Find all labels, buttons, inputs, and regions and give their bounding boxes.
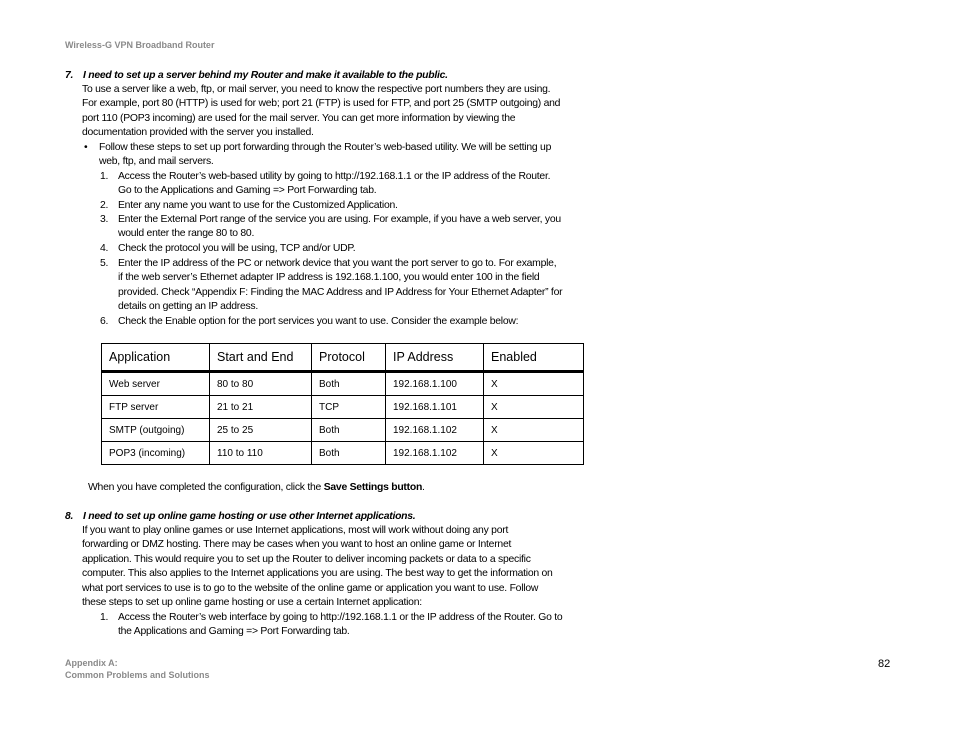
save-settings-instruction (88, 481, 425, 495)
q7-bullet-text (99, 141, 589, 170)
step-text (118, 242, 590, 256)
q8-intro-line: these steps to set up online game hosting or use a certain Internet application: (82, 597, 422, 609)
step-number: 5. (100, 258, 109, 269)
table-cell: X (484, 419, 584, 442)
step-line: Enter any name you want to use for the Customized Application. (118, 200, 398, 211)
table-cell: X (484, 442, 584, 465)
table-cell: 25 to 25 (210, 419, 312, 442)
step-line: Enter the IP address of the PC or network device that you want the port server to go to. For example, (118, 258, 557, 269)
step-number: 6. (100, 316, 109, 327)
table-cell: Both (312, 442, 386, 465)
table-cell: 110 to 110 (210, 442, 312, 465)
q7-bullet-line: web, ftp, and mail servers. (99, 156, 214, 168)
port-forwarding-table (101, 343, 584, 465)
running-footer (65, 657, 210, 681)
column-header: Enabled (484, 344, 584, 372)
table-cell: Both (312, 372, 386, 396)
table-cell: X (484, 396, 584, 419)
column-header: IP Address (386, 344, 484, 372)
table-cell: TCP (312, 396, 386, 419)
column-header: Application (102, 344, 210, 372)
table-row (102, 419, 584, 442)
bullet-icon: • (84, 142, 88, 153)
step-line: Go to the Applications and Gaming => Port Forwarding tab. (118, 185, 377, 197)
q8-intro-line: forwarding or DMZ hosting. There may be cases when you want to host an online game or Internet (82, 539, 512, 551)
step-line: Check the Enable option for the port services you want to use. Consider the example below: (118, 316, 519, 327)
table-cell: 21 to 21 (210, 396, 312, 419)
q8-intro-line: what port services to use is to go to the website of the online game or application you want to use. Follow (82, 582, 539, 594)
q7-intro-line: port 110 (POP3 incoming) are used for the mail server. You can get more information by viewing the (82, 112, 516, 124)
step-text (118, 199, 590, 213)
table-cell: FTP server (102, 396, 210, 419)
step-text (118, 611, 590, 640)
q8-number: 8. (65, 511, 74, 522)
q7-number: 7. (65, 70, 74, 81)
step-number: 4. (100, 243, 109, 254)
step-number: 1. (100, 171, 109, 182)
column-header: Protocol (312, 344, 386, 372)
q7-heading (65, 69, 448, 83)
step-line: details on getting an IP address. (118, 301, 259, 313)
instruction-text: When you have completed the configuration, click the (88, 482, 324, 493)
step-text (118, 170, 590, 199)
table-cell: 192.168.1.102 (386, 419, 484, 442)
table-cell: 80 to 80 (210, 372, 312, 396)
table-cell: 192.168.1.102 (386, 442, 484, 465)
step-text (118, 213, 590, 242)
q7-intro-line: For example, port 80 (HTTP) is used for web; port 21 (FTP) is used for FTP, and port 25 (SMTP outgoing) and (82, 98, 561, 110)
table-row (102, 396, 584, 419)
column-header: Start and End (210, 344, 312, 372)
footer-line: Common Problems and Solutions (65, 670, 210, 680)
step-line: Access the Router’s web-based utility by going to http://192.168.1.1 or the IP address of the Router. (118, 171, 551, 182)
table-cell: SMTP (outgoing) (102, 419, 210, 442)
footer-line: Appendix A: (65, 658, 118, 668)
q8-intro (82, 524, 588, 610)
table-row (102, 372, 584, 396)
step-number: 1. (100, 612, 109, 623)
table-cell: POP3 (incoming) (102, 442, 210, 465)
step-line: the Applications and Gaming => Port Forwarding tab. (118, 626, 350, 638)
q8-intro-line: If you want to play online games or use Internet applications, most will work without doing any port (82, 525, 509, 536)
q8-title: I need to set up online game hosting or use other Internet applications. (83, 511, 416, 522)
step-line: provided. Check “Appendix F: Finding the MAC Address and IP Address for Your Ethernet Adapter” for (118, 286, 563, 298)
step-line: would enter the range 80 to 80. (118, 228, 255, 240)
q8-intro-line: application. This would require you to set up the Router to deliver incoming packets or data to a specific (82, 553, 531, 565)
step-text (118, 257, 590, 315)
table-cell: 192.168.1.101 (386, 396, 484, 419)
q7-intro-line: documentation provided with the server you installed. (82, 127, 314, 139)
step-line: Enter the External Port range of the service you are using. For example, if you have a web server, you (118, 214, 561, 225)
table-cell: Both (312, 419, 386, 442)
step-number: 3. (100, 214, 109, 225)
step-text (118, 315, 590, 329)
table-cell: Web server (102, 372, 210, 396)
q7-intro (82, 83, 588, 141)
table-cell: 192.168.1.100 (386, 372, 484, 396)
page-number: 82 (878, 658, 891, 670)
step-line: Access the Router’s web interface by going to http://192.168.1.1 or the IP address of the Router. Go to (118, 612, 563, 623)
table-row (102, 442, 584, 465)
q7-bullet-line: Follow these steps to set up port forwarding through the Router’s web-based utility. We will be setting up (99, 142, 552, 153)
table-cell: X (484, 372, 584, 396)
instruction-end: . (422, 482, 425, 493)
q8-intro-line: computer. This also applies to the Internet applications you are using. The best way to get the information on (82, 568, 553, 580)
running-header: Wireless-G VPN Broadband Router (65, 40, 215, 50)
q7-intro-line: To use a server like a web, ftp, or mail server, you need to know the respective port numbers they are using. (82, 84, 551, 95)
save-settings-button-name: Save Settings button (323, 482, 423, 493)
step-line: if the web server’s Ethernet adapter IP address is 192.168.1.100, you would enter 100 in the field (118, 272, 540, 284)
table-header-row (102, 344, 584, 372)
step-line: Check the protocol you will be using, TCP and/or UDP. (118, 243, 356, 254)
q7-title: I need to set up a server behind my Router and make it available to the public. (83, 70, 448, 81)
step-number: 2. (100, 200, 109, 211)
q8-heading (65, 510, 415, 524)
